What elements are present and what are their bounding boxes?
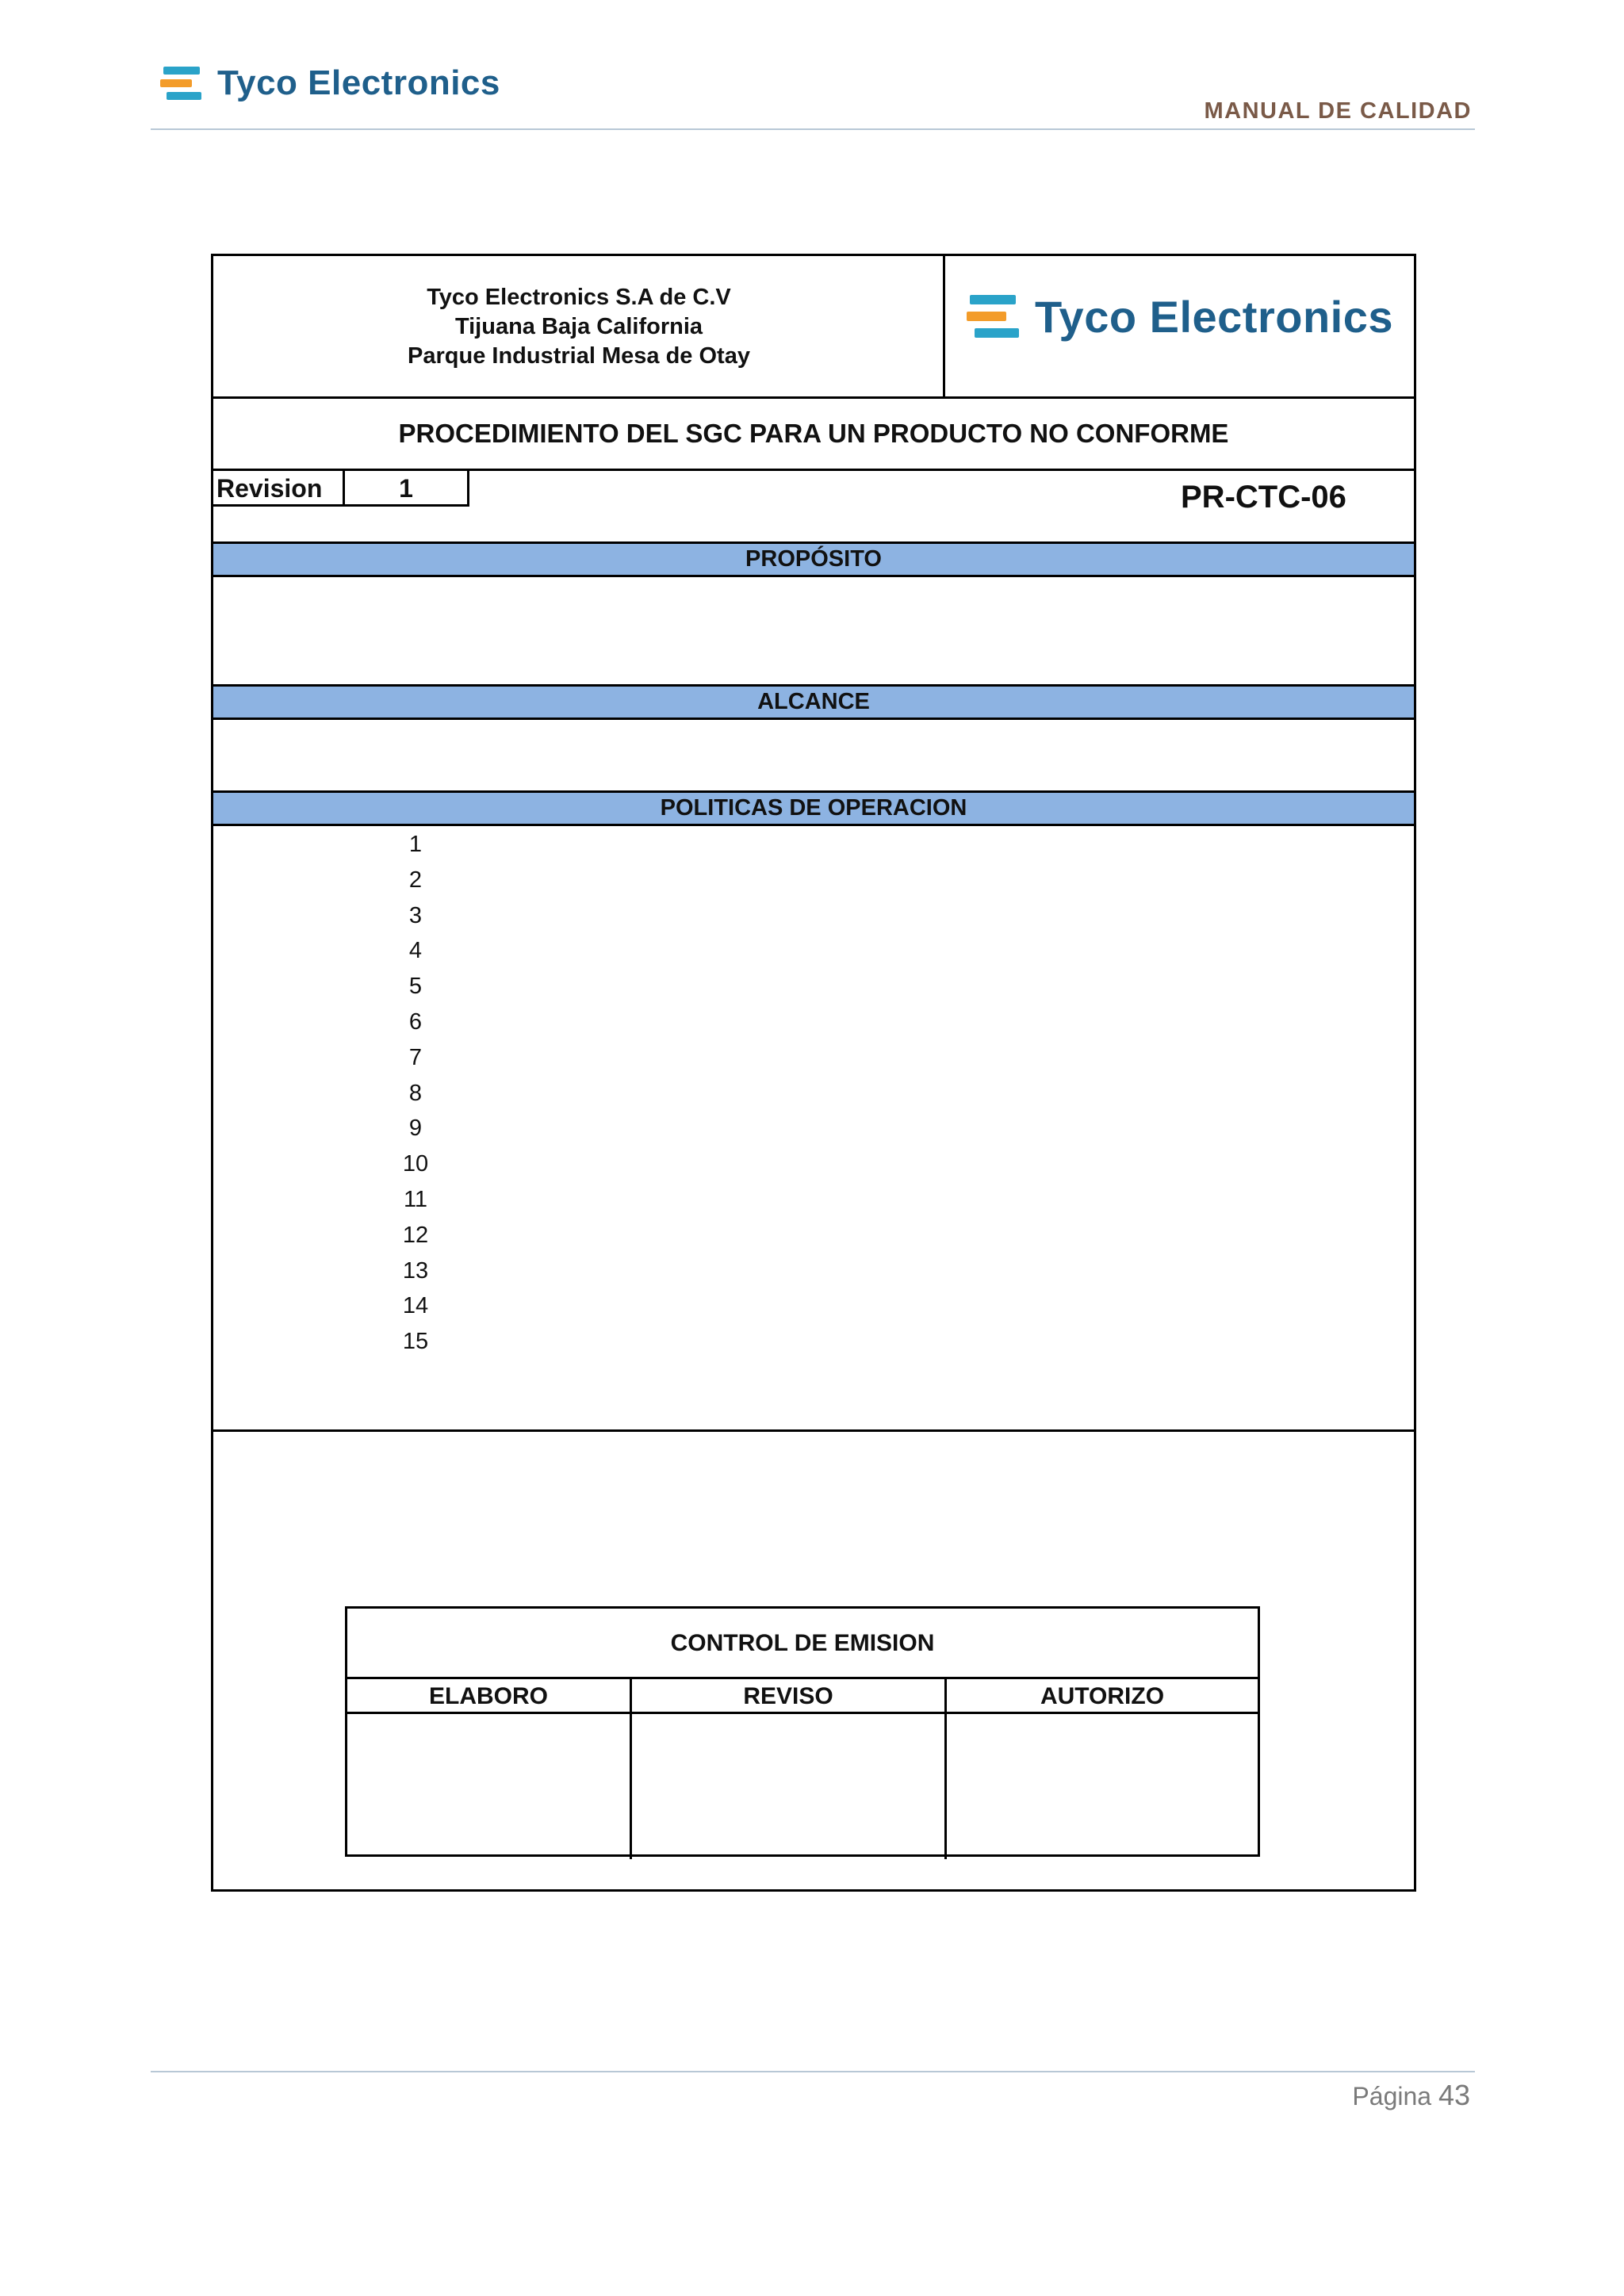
document-title: MANUAL DE CALIDAD [1204,98,1472,124]
policy-number: 3 [408,902,423,928]
procedure-code: PR-CTC-06 [1181,480,1346,515]
revision-bottom-rule [213,504,469,507]
column-elaboro: ELABORO [429,1683,548,1709]
policy-number: 6 [408,1008,423,1035]
header-logo [160,63,500,103]
policy-number: 7 [408,1044,423,1070]
policy-number: 5 [408,974,423,1000]
tyco-logo-icon [967,292,1024,342]
emission-control-table [345,1606,1260,1857]
policy-number: 8 [408,1080,423,1106]
company-name: Tyco Electronics S.A de C.V [427,284,731,310]
column-autorizo: AUTORIZO [1040,1683,1165,1709]
page-label: Página [1352,2082,1432,2110]
procedure-title: PROCEDIMIENTO DEL SGC PARA UN PRODUCTO NO CONFORME [398,419,1229,448]
page-number-value: 43 [1438,2079,1470,2111]
header-divider [943,256,945,399]
policy-number: 14 [402,1293,429,1319]
revision-value: 1 [399,473,413,503]
section-header-purpose: PROPÓSITO [213,541,1414,577]
section-header-policies: POLITICAS DE OPERACION [213,790,1414,826]
row-divider [213,1429,1414,1432]
policy-number: 1 [408,832,423,857]
column-reviso: REVISO [743,1683,833,1709]
company-info [213,256,944,397]
page-number [1352,2079,1470,2112]
policy-list [384,827,447,1360]
policy-number: 4 [408,938,423,964]
procedure-form [211,254,1416,1892]
policy-number: 10 [402,1151,429,1177]
revision-divider [343,469,345,507]
footer-rule [151,2071,1475,2072]
policy-number: 2 [408,867,423,893]
company-city: Tijuana Baja California [454,313,703,339]
section-header-scope: ALCANCE [213,684,1414,720]
header-logo-text: Tyco Electronics [217,63,500,102]
policy-number: 12 [402,1222,429,1248]
header-rule [151,128,1475,130]
policy-number: 13 [402,1257,429,1284]
emission-control-title: CONTROL DE EMISION [670,1630,935,1656]
revision-divider [467,469,469,507]
tyco-logo-icon [160,63,206,103]
form-logo [967,291,1393,342]
row-divider [347,1677,1258,1679]
policy-number: 11 [403,1186,428,1212]
company-address: Parque Industrial Mesa de Otay [408,342,750,369]
revision-label: Revision [216,473,323,503]
policy-number: 15 [402,1329,429,1355]
policy-number: 9 [408,1115,423,1142]
form-logo-text: Tyco Electronics [1035,292,1394,342]
